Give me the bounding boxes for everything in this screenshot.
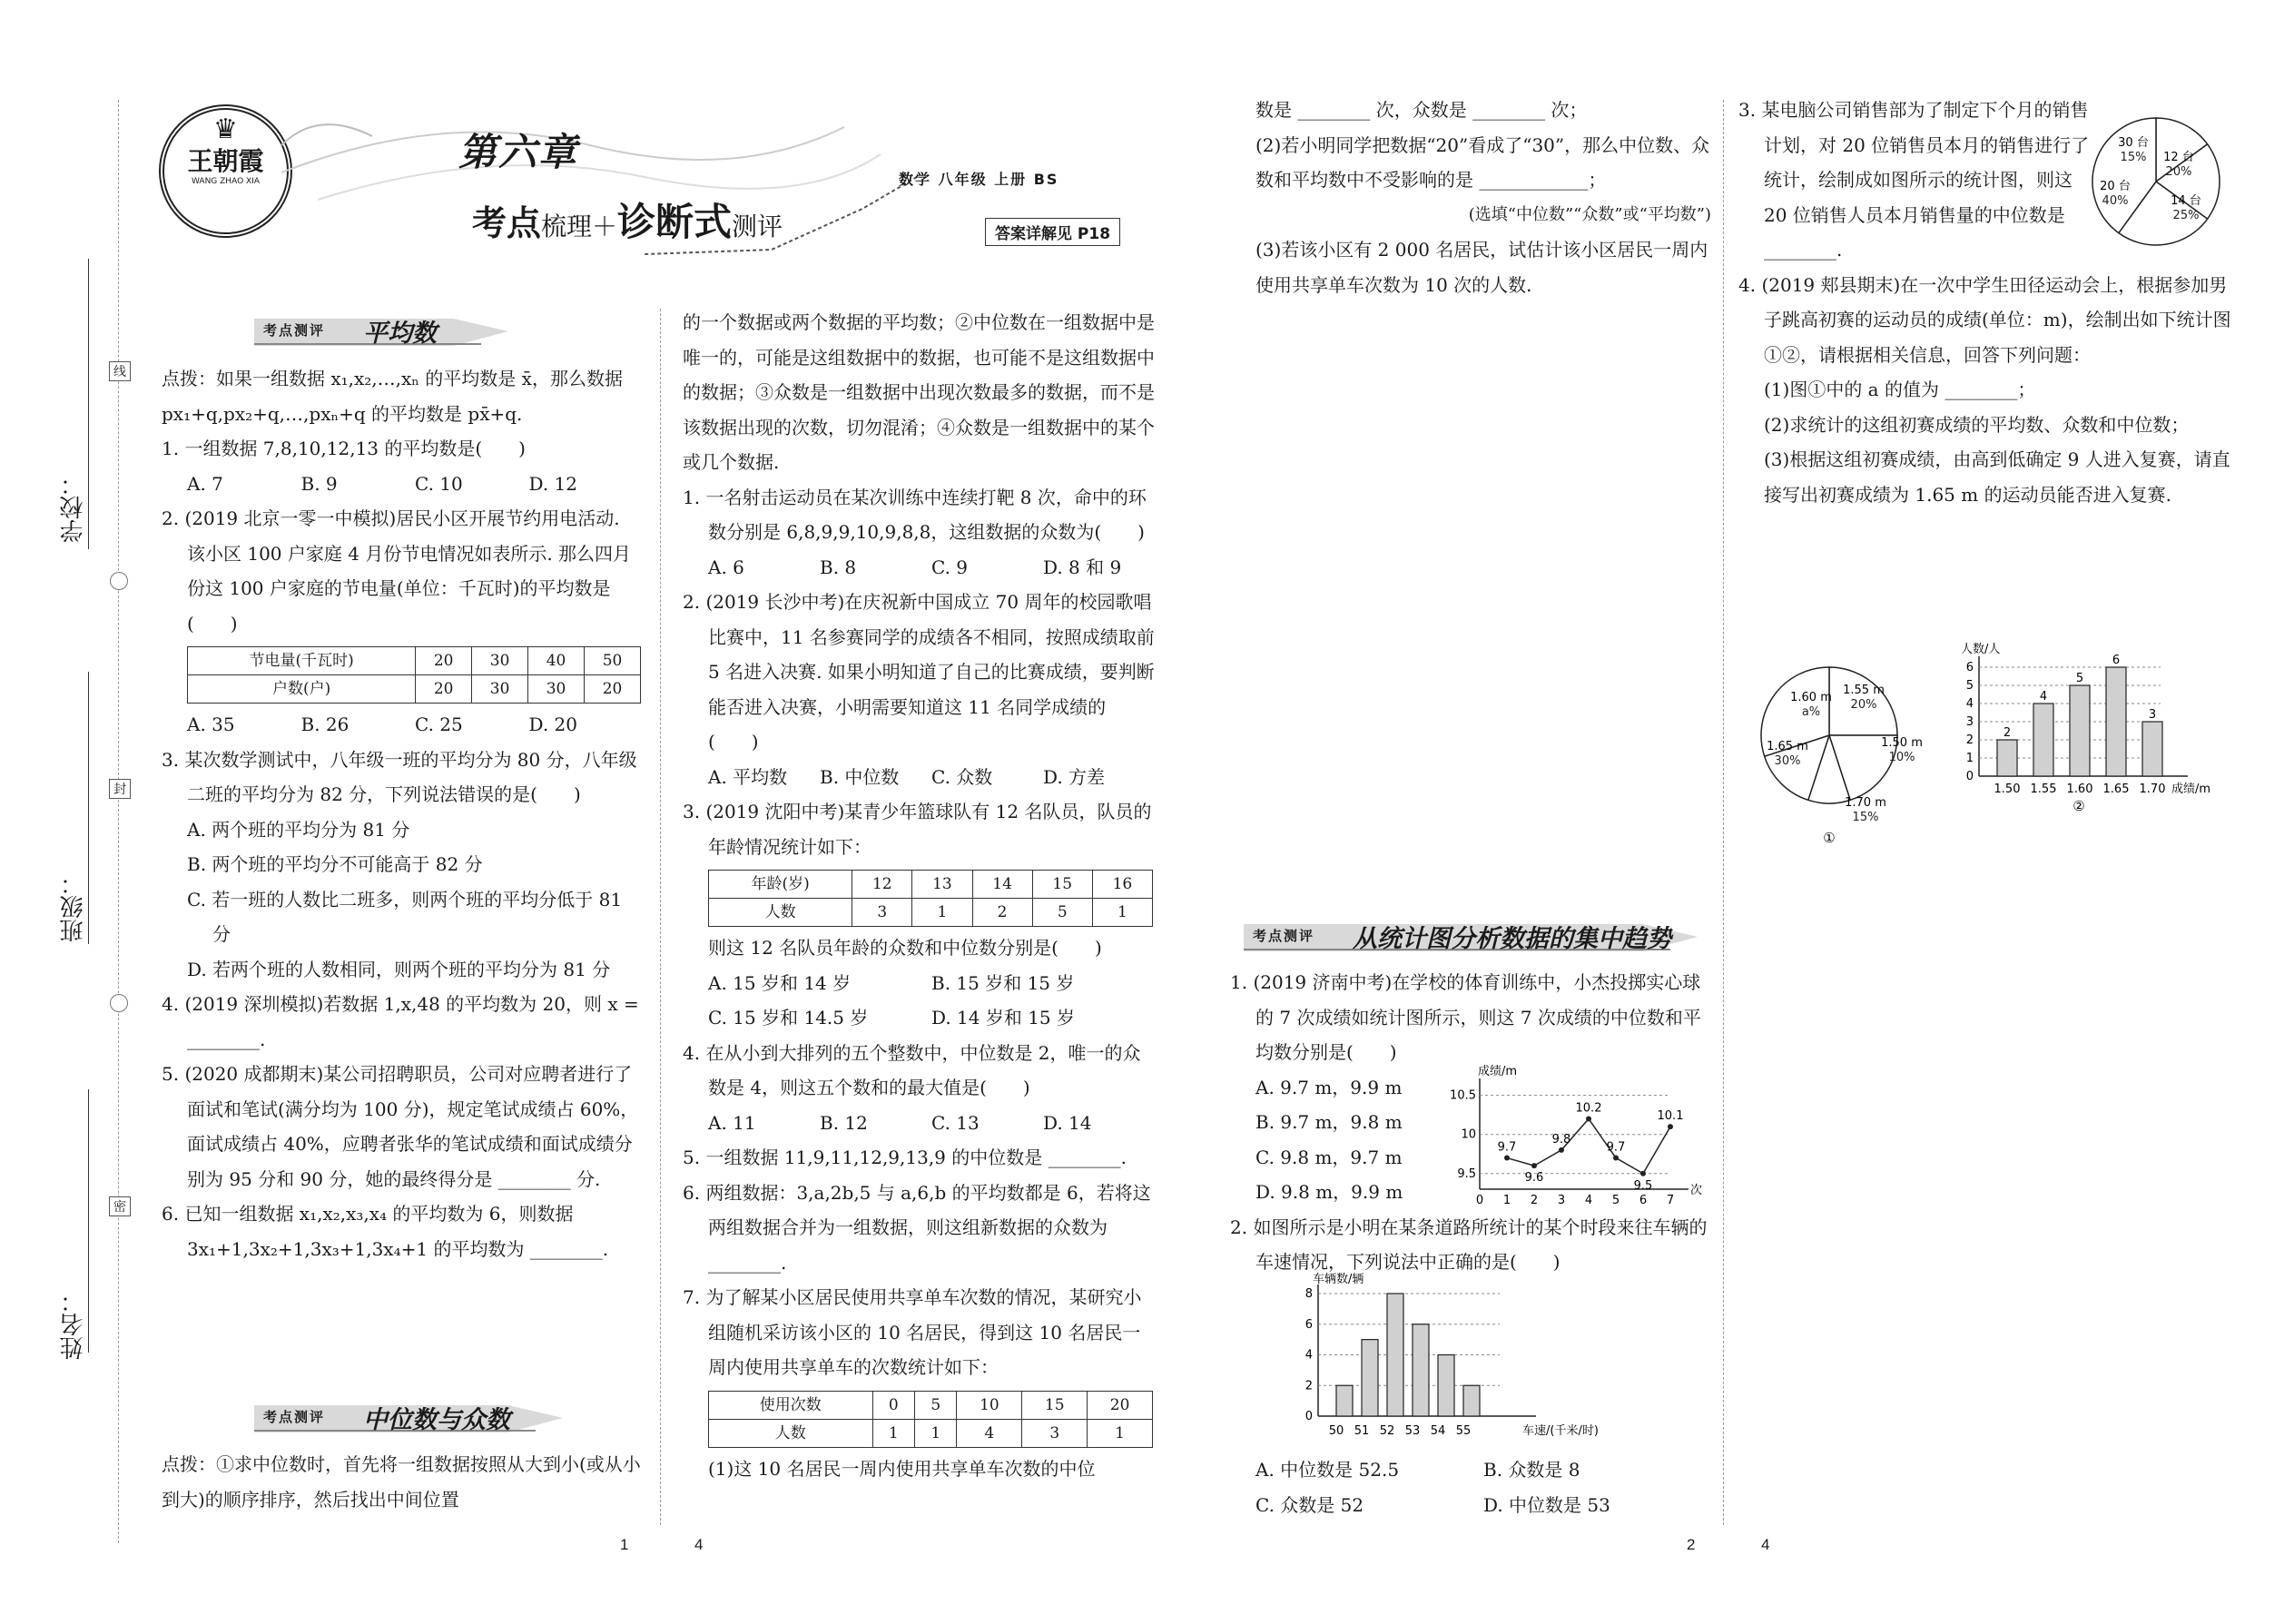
data-label: 9.6 bbox=[1524, 1171, 1544, 1186]
high-jump-bar-chart bbox=[1952, 640, 2251, 849]
data-label: 6 bbox=[2112, 654, 2121, 667]
q3-stem: 3. 某次数学测试中，八年级一班的平均分为 80 分，八年级二班的平均分为 82 分，下列说法错误的是( ) bbox=[162, 748, 637, 805]
option: D. 20 bbox=[528, 714, 577, 735]
option: B. 中位数 bbox=[820, 765, 900, 788]
table-cell: 14 bbox=[972, 871, 1032, 899]
section-tag: 考点测评 bbox=[263, 322, 326, 339]
y-tick-label: 0 bbox=[1965, 770, 1974, 783]
table-row bbox=[188, 675, 641, 704]
subtitle-a: 考点 bbox=[472, 203, 542, 243]
section-header-median-mode bbox=[245, 1398, 572, 1438]
slice-pct: a% bbox=[1801, 705, 1821, 719]
tip-continued: 的一个数据或两个数据的平均数；②中位数在一组数据中是唯一的，可能是这组数据中的数据，也可能不是这组数据中的数据；③众数是一组数据中出现次数最多的数据，而不是该数据出现的次数，切勿混淆；④众数是一组数据中的某个或几个数据. bbox=[683, 311, 1155, 473]
option: B. 8 bbox=[820, 556, 857, 578]
q2-options-a bbox=[1230, 1452, 1711, 1488]
q2-options-b bbox=[1230, 1488, 1711, 1523]
binding-hole-1 bbox=[110, 572, 128, 590]
table-cell: 1 bbox=[872, 1419, 914, 1447]
option: D. 9.8 m，9.9 m bbox=[1255, 1181, 1403, 1203]
page-number: 4 bbox=[694, 1536, 704, 1553]
y-tick-label: 5 bbox=[1965, 679, 1974, 693]
y-tick-label: 6 bbox=[1965, 661, 1974, 674]
slice-pct: 20% bbox=[1850, 698, 1877, 712]
data-label: 10.1 bbox=[1657, 1109, 1684, 1124]
sales-pie-chart bbox=[2079, 113, 2233, 250]
table-cell: 节电量(千瓦时) bbox=[188, 647, 416, 675]
y-tick-label: 2 bbox=[1305, 1379, 1313, 1393]
slice-pct: 25% bbox=[2172, 209, 2200, 222]
slice-label: 14 台 bbox=[2171, 194, 2201, 208]
section-tag: 考点测评 bbox=[1253, 928, 1315, 944]
y-tick-label: 10 bbox=[1461, 1127, 1476, 1142]
q7-part1: (1)这 10 名居民一周内使用共享单车次数的中位 bbox=[708, 1457, 1096, 1480]
x-tick-label: 52 bbox=[1379, 1424, 1395, 1438]
data-point bbox=[1613, 1156, 1619, 1161]
x-tick-label: 55 bbox=[1455, 1424, 1472, 1438]
x-tick-label: 1.50 bbox=[1994, 782, 2021, 796]
section-title: 从统计图分析数据的集中趋势 bbox=[1353, 925, 1671, 953]
column-3-q2-options bbox=[1230, 1452, 1711, 1522]
page-number: 1 bbox=[620, 1536, 629, 1553]
q3-tail: 则这 12 名队员年龄的众数和中位数分别是( ) bbox=[708, 937, 1102, 959]
table-cell: 使用次数 bbox=[709, 1391, 873, 1419]
table-cell: 20 bbox=[416, 647, 472, 675]
bar bbox=[2033, 704, 2053, 776]
section-tag: 考点测评 bbox=[263, 1409, 326, 1425]
q1-options bbox=[162, 467, 643, 502]
option: C. 15 岁和 14.5 岁 bbox=[708, 1007, 869, 1029]
name-field-line bbox=[88, 1089, 89, 1353]
q3-options-a bbox=[683, 966, 1155, 1001]
logo-sub: WANG ZHAO XIA bbox=[192, 177, 260, 186]
q3-stem: 3. (2019 沈阳中考)某青少年篮球队有 12 名队员，队员的年龄情况统计如下： bbox=[683, 801, 1152, 858]
chart-caption: ② bbox=[2072, 798, 2085, 814]
class-field-line bbox=[88, 672, 89, 944]
option: B. 12 bbox=[820, 1111, 868, 1134]
option: A. 7 bbox=[187, 472, 223, 495]
option: C. 若一班的人数比二班多，则两个班的平均分低于 81 分 bbox=[187, 888, 623, 945]
q5-stem: 5. (2020 成都期末)某公司招聘职员，公司对应聘者进行了面试和笔试(满分均为 100 分)，规定笔试成绩占 60%，面试成绩占 40%，应聘者张华的笔试成绩和面试成绩分别为 95 分和 90 分，她的最终得分是 ________ 分. bbox=[162, 1063, 639, 1190]
option: A. 15 岁和 14 岁 bbox=[708, 971, 852, 994]
table-cell: 20 bbox=[1088, 1391, 1153, 1419]
slice-label: 1.60 m bbox=[1790, 691, 1832, 704]
bar bbox=[1362, 1340, 1378, 1416]
bar bbox=[2106, 667, 2126, 776]
table-cell: 0 bbox=[872, 1391, 914, 1419]
logo-text: 王朝霞 bbox=[187, 146, 264, 176]
q5-stem: 5. 一组数据 11,9,11,12,9,13,9 的中位数是 ________. bbox=[683, 1147, 1127, 1168]
table-row bbox=[188, 647, 641, 675]
option: B. 众数是 8 bbox=[1483, 1459, 1580, 1481]
option: B. 两个班的平均分不可能高于 82 分 bbox=[187, 853, 483, 875]
high-jump-pie-chart bbox=[1757, 654, 1938, 849]
data-label: 9.7 bbox=[1497, 1140, 1517, 1155]
slice-label: 1.70 m bbox=[1845, 796, 1886, 810]
table-row bbox=[709, 1419, 1153, 1447]
column-2 bbox=[683, 305, 1155, 1486]
slice-label: 12 台 bbox=[2163, 151, 2194, 164]
option: A. 9.7 m，9.9 m bbox=[1255, 1076, 1403, 1098]
option: D. 8 和 9 bbox=[1043, 556, 1122, 578]
q2-stem: 2. 如图所示是小明在某条道路所统计的某个时段来往车辆的车速情况，下列说法中正确的是( ) bbox=[1230, 1216, 1708, 1273]
option: B. 9 bbox=[300, 472, 338, 495]
seal-mark-1: 线 bbox=[109, 361, 131, 381]
series-line-segment bbox=[1507, 1158, 1534, 1166]
q3-table bbox=[708, 870, 1153, 927]
data-point bbox=[1559, 1147, 1564, 1153]
option: C. 13 bbox=[931, 1111, 980, 1134]
y-tick-label: 0 bbox=[1305, 1410, 1313, 1423]
bar bbox=[1438, 1355, 1454, 1417]
x-tick-label: 5 bbox=[1611, 1194, 1620, 1207]
table-cell: 15 bbox=[1022, 1391, 1088, 1419]
y-tick-label: 4 bbox=[1305, 1348, 1313, 1363]
data-label: 9.7 bbox=[1606, 1140, 1626, 1155]
q2-stem: 2. (2019 北京一零一中模拟)居民小区开展节约用电活动. 该小区 100 户家庭 4 月份节电情况如表所示. 那么四月份这 100 户家庭的节电量(单位：千瓦时)的平均数是( ) bbox=[162, 507, 632, 635]
x-axis-label: 次 bbox=[1690, 1184, 1703, 1197]
x-axis-label: 车速/(千米/时) bbox=[1522, 1424, 1599, 1438]
q7-table bbox=[708, 1391, 1153, 1448]
binding-line bbox=[118, 100, 119, 1543]
bar bbox=[1413, 1324, 1429, 1416]
x-tick-label: 4 bbox=[1584, 1194, 1593, 1207]
table-cell: 50 bbox=[585, 647, 641, 675]
data-label: 10.2 bbox=[1575, 1101, 1602, 1116]
q4-stem: 4. (2019 郏县期末)在一次中学生田径运动会上，根据参加男子跳高初赛的运动员的成绩(单位：m)，绘制出如下统计图①②，请根据相关信息，回答下列问题： bbox=[1738, 273, 2231, 366]
slice-label: 30 台 bbox=[2118, 136, 2149, 150]
page-number: 4 bbox=[1761, 1536, 1770, 1553]
header-meta: 数学 八年级 上册 BS bbox=[899, 171, 1059, 188]
slice-label: 1.65 m bbox=[1767, 740, 1808, 753]
q4-part3: (3)根据这组初赛成绩，由高到低确定 9 人进入复赛，请直接写出初赛成绩为 1.65 m 的运动员能否进入复赛. bbox=[1764, 448, 2230, 506]
q7-stem: 7. 为了解某小区居民使用共享单车次数的情况，某研究小组随机采访该小区的 10 名居民，得到这 10 名居民一周内使用共享单车的次数统计如下： bbox=[683, 1286, 1142, 1378]
q3-stem: 3. 某电脑公司销售部为了制定下个月的销售计划，对 20 位销售员本月的销售进行了统计，绘制成如图所示的统计图，则这 20 位销售人员本月销售量的中位数是 ________. bbox=[1738, 99, 2090, 261]
page-number: 2 bbox=[1687, 1536, 1696, 1553]
option: D. 14 岁和 15 岁 bbox=[931, 1007, 1076, 1029]
bar bbox=[1336, 1385, 1353, 1416]
subtitle-d: 测评 bbox=[732, 212, 783, 241]
data-point bbox=[1640, 1171, 1646, 1176]
q7-part1-cont: 数是 ________ 次，众数是 ________ 次； bbox=[1255, 99, 1588, 121]
section-header-chart-trend bbox=[1235, 917, 1707, 957]
bar bbox=[2142, 722, 2162, 776]
table-cell: 3 bbox=[1022, 1419, 1088, 1447]
x-tick-label: 53 bbox=[1404, 1424, 1421, 1438]
bar bbox=[1387, 1294, 1403, 1416]
option: C. 9.8 m，9.7 m bbox=[1255, 1146, 1403, 1168]
y-tick-label: 4 bbox=[1965, 697, 1974, 711]
table-cell: 13 bbox=[912, 871, 972, 899]
data-label: 9.8 bbox=[1551, 1132, 1571, 1147]
option: B. 15 岁和 15 岁 bbox=[931, 971, 1075, 994]
slice-pct: 20% bbox=[2165, 165, 2192, 179]
y-tick-label: 9.5 bbox=[1457, 1166, 1476, 1181]
section-title: 平均数 bbox=[363, 320, 437, 348]
y-tick-label: 3 bbox=[1965, 715, 1974, 729]
option: A. 35 bbox=[187, 714, 235, 735]
x-tick-label: 50 bbox=[1328, 1424, 1344, 1438]
q4-stem: 4. (2019 深圳模拟)若数据 1,x,48 的平均数为 20，则 x = ________. bbox=[162, 993, 639, 1050]
data-point bbox=[1586, 1116, 1591, 1121]
q6-stem: 6. 两组数据：3,a,2b,5 与 a,6,b 的平均数都是 6，若将这两组数据合并为一组数据，则这组新数据的众数为 ________. bbox=[683, 1181, 1151, 1274]
table-cell: 年龄(岁) bbox=[709, 871, 852, 899]
table-cell: 30 bbox=[528, 675, 585, 704]
x-tick-label: 0 bbox=[1475, 1194, 1484, 1207]
q7-part2: (2)若小明同学把数据“20”看成了“30”，那么中位数、众数和平均数中不受影响的是 ____________； bbox=[1255, 133, 1710, 191]
option: A. 6 bbox=[708, 556, 744, 578]
y-axis-label: 成绩/m bbox=[1478, 1065, 1518, 1078]
chart-caption: ① bbox=[1823, 830, 1836, 846]
q1-stem: 1. (2019 济南中考)在学校的体育训练中，小杰投掷实心球的 7 次成绩如统计图所示，则这 7 次成绩的中位数和平均数分别是( ) bbox=[1230, 971, 1701, 1063]
table-cell: 10 bbox=[957, 1391, 1022, 1419]
table-cell: 人数 bbox=[709, 899, 852, 927]
bar bbox=[1463, 1385, 1480, 1416]
option: C. 10 bbox=[415, 472, 463, 495]
data-point bbox=[1504, 1156, 1510, 1161]
table-row bbox=[709, 899, 1153, 927]
column-3 bbox=[1230, 93, 1711, 302]
x-tick-label: 6 bbox=[1639, 1194, 1648, 1207]
x-tick-label: 3 bbox=[1557, 1194, 1566, 1207]
table-cell: 30 bbox=[472, 675, 528, 704]
q4-stem: 4. 在从小到大排列的五个整数中，中位数是 2，唯一的众数是 4，则这五个数和的最大值是( ) bbox=[683, 1041, 1141, 1098]
data-label: 3 bbox=[2148, 708, 2157, 722]
y-tick-label: 10.5 bbox=[1450, 1088, 1476, 1103]
slice-label: 20 台 bbox=[2100, 180, 2131, 193]
table-cell: 5 bbox=[1032, 899, 1092, 927]
y-tick-label: 8 bbox=[1305, 1287, 1313, 1301]
binding-hole-2 bbox=[110, 994, 128, 1012]
option: D. 方差 bbox=[1043, 765, 1106, 788]
data-label: 9.5 bbox=[1633, 1178, 1653, 1193]
y-tick-label: 6 bbox=[1305, 1317, 1313, 1332]
data-label: 2 bbox=[2003, 726, 2012, 740]
y-tick-label: 1 bbox=[1965, 752, 1974, 765]
table-cell: 3 bbox=[852, 899, 912, 927]
q3-options-b bbox=[683, 1000, 1155, 1036]
q4-options bbox=[683, 1106, 1155, 1141]
y-tick-label: 2 bbox=[1965, 733, 1974, 747]
x-tick-label: 1.60 bbox=[2066, 782, 2093, 796]
y-axis-label: 人数/人 bbox=[1961, 643, 2001, 656]
slice-pct: 15% bbox=[2120, 151, 2147, 164]
table-row bbox=[709, 871, 1153, 899]
table-cell: 1 bbox=[1088, 1419, 1153, 1447]
tip-mean: 点拨：如果一组数据 x₁,x₂,…,xₙ 的平均数是 x̄，那么数据 px₁+q,px₂+q,…,pxₙ+q 的平均数是 px̄+q. bbox=[162, 368, 623, 425]
table-cell: 16 bbox=[1092, 871, 1152, 899]
seal-mark-3: 密 bbox=[109, 1196, 131, 1216]
q7-part2-hint: (选填“中位数”“众数”或“平均数”) bbox=[1468, 204, 1711, 224]
chapter-title: 第六章 bbox=[458, 130, 579, 174]
table-row bbox=[709, 1391, 1153, 1419]
q2-table bbox=[187, 646, 641, 704]
table-cell: 2 bbox=[972, 899, 1032, 927]
data-label: 4 bbox=[2039, 690, 2048, 704]
table-cell: 人数 bbox=[709, 1419, 873, 1447]
subtitle-c: 诊断式 bbox=[617, 200, 733, 244]
slice-label: 1.55 m bbox=[1843, 684, 1885, 697]
header-subtitle bbox=[472, 192, 783, 247]
option: C. 25 bbox=[415, 714, 463, 735]
option: A. 11 bbox=[708, 1111, 756, 1134]
table-cell: 20 bbox=[585, 675, 641, 704]
data-point bbox=[1531, 1163, 1537, 1168]
x-tick-label: 2 bbox=[1530, 1194, 1539, 1207]
bar bbox=[1997, 740, 2017, 776]
tip-median: 点拨：①求中位数时，首先将一组数据按照从大到小(或从小到大)的顺序排序，然后找出中间位置 bbox=[162, 1453, 641, 1511]
option: B. 26 bbox=[300, 714, 350, 735]
school-field-line bbox=[88, 259, 89, 549]
slice-pct: 40% bbox=[2102, 194, 2129, 208]
q6-stem: 6. 已知一组数据 x₁,x₂,x₃,x₄ 的平均数为 6，则数据 3x₁+1,3x₂+1,3x₃+1,3x₄+1 的平均数为 ________. bbox=[162, 1203, 609, 1260]
slice-pct: 15% bbox=[1852, 811, 1879, 824]
throw-score-line-chart bbox=[1452, 1062, 1707, 1207]
data-label: 5 bbox=[2075, 672, 2084, 685]
slice-pct: 30% bbox=[1774, 754, 1801, 768]
option: C. 众数 bbox=[931, 765, 993, 788]
option: A. 中位数是 52.5 bbox=[1255, 1459, 1400, 1481]
q4-part1: (1)图①中的 a 的值为 ________； bbox=[1764, 379, 2036, 400]
table-cell: 1 bbox=[1092, 899, 1152, 927]
school-label: 学校： bbox=[60, 472, 87, 543]
option: A. 两个班的平均分为 81 分 bbox=[187, 818, 410, 841]
option: C. 众数是 52 bbox=[1255, 1493, 1364, 1516]
table-cell: 12 bbox=[852, 871, 912, 899]
q2-options bbox=[162, 707, 643, 743]
x-tick-label: 1.70 bbox=[2139, 782, 2166, 796]
column-1-tip bbox=[162, 1447, 643, 1517]
class-label: 班级： bbox=[60, 871, 87, 942]
x-tick-label: 54 bbox=[1430, 1424, 1446, 1438]
table-cell: 15 bbox=[1032, 871, 1092, 899]
data-point bbox=[1668, 1124, 1673, 1129]
vehicle-speed-bar-chart bbox=[1271, 1275, 1625, 1443]
option: B. 9.7 m，9.8 m bbox=[1255, 1111, 1403, 1133]
x-tick-label: 1 bbox=[1502, 1194, 1511, 1207]
q1-options bbox=[683, 550, 1155, 586]
option: C. 9 bbox=[931, 556, 969, 578]
x-axis-label: 成绩/m bbox=[2171, 782, 2211, 796]
column-divider-1 bbox=[660, 309, 661, 1525]
logo-crown-icon: ♛ bbox=[213, 113, 238, 145]
column-divider-2 bbox=[1723, 100, 1724, 1525]
q4-part2: (2)求统计的这组初赛成绩的平均数、众数和中位数； bbox=[1764, 413, 2190, 436]
q2-stem: 2. (2019 长沙中考)在庆祝新中国成立 70 周年的校园歌唱比赛中，11 名参赛同学的成绩各不相同，按照成绩取前 5 名进入决赛. 如果小明知道了自己的比赛成绩，要判断能否进入决赛，小明需要知道这 11 名同学成绩的( ) bbox=[683, 591, 1155, 753]
q1-stem: 1. 一组数据 7,8,10,12,13 的平均数是( ) bbox=[162, 438, 526, 459]
subtitle-b: 梳理＋ bbox=[541, 212, 618, 241]
table-cell: 1 bbox=[912, 899, 972, 927]
table-cell: 4 bbox=[957, 1419, 1022, 1447]
slice-pct: 10% bbox=[1888, 751, 1915, 764]
name-label: 姓名： bbox=[60, 1289, 87, 1360]
y-axis-label: 车辆数/辆 bbox=[1313, 1273, 1364, 1286]
answer-ref: 答案详解见 P18 bbox=[985, 218, 1120, 246]
option: D. 若两个班的人数相同，则两个班的平均分为 81 分 bbox=[187, 958, 611, 980]
option: D. 12 bbox=[528, 472, 577, 495]
table-cell: 5 bbox=[915, 1391, 957, 1419]
x-tick-label: 1.65 bbox=[2102, 782, 2130, 796]
section-header-mean bbox=[245, 311, 517, 351]
option: D. 中位数是 53 bbox=[1483, 1493, 1610, 1516]
slice-label: 1.50 m bbox=[1881, 736, 1923, 750]
table-cell: 30 bbox=[472, 647, 528, 675]
bar bbox=[2070, 685, 2090, 776]
table-cell: 户数(户) bbox=[188, 675, 416, 704]
q7-part3: (3)若该小区有 2 000 名居民，试估计该小区居民一周内使用共享单车次数为 10 次的人数. bbox=[1255, 239, 1708, 296]
x-tick-label: 51 bbox=[1354, 1424, 1370, 1438]
q2-options bbox=[683, 760, 1155, 795]
seal-mark-2: 封 bbox=[109, 779, 131, 799]
x-tick-label: 7 bbox=[1666, 1194, 1675, 1207]
section-title: 中位数与众数 bbox=[363, 1406, 510, 1434]
option: D. 14 bbox=[1043, 1111, 1092, 1134]
table-cell: 40 bbox=[528, 647, 585, 675]
table-cell: 1 bbox=[915, 1419, 957, 1447]
option: A. 平均数 bbox=[708, 765, 788, 788]
q1-stem: 1. 一名射击运动员在某次训练中连续打靶 8 次，命中的环数分别是 6,8,9,9,10,9,8,8，这组数据的众数为( ) bbox=[683, 486, 1147, 543]
table-cell: 20 bbox=[416, 675, 472, 704]
x-tick-label: 1.55 bbox=[2030, 782, 2057, 796]
column-1 bbox=[162, 361, 643, 1266]
